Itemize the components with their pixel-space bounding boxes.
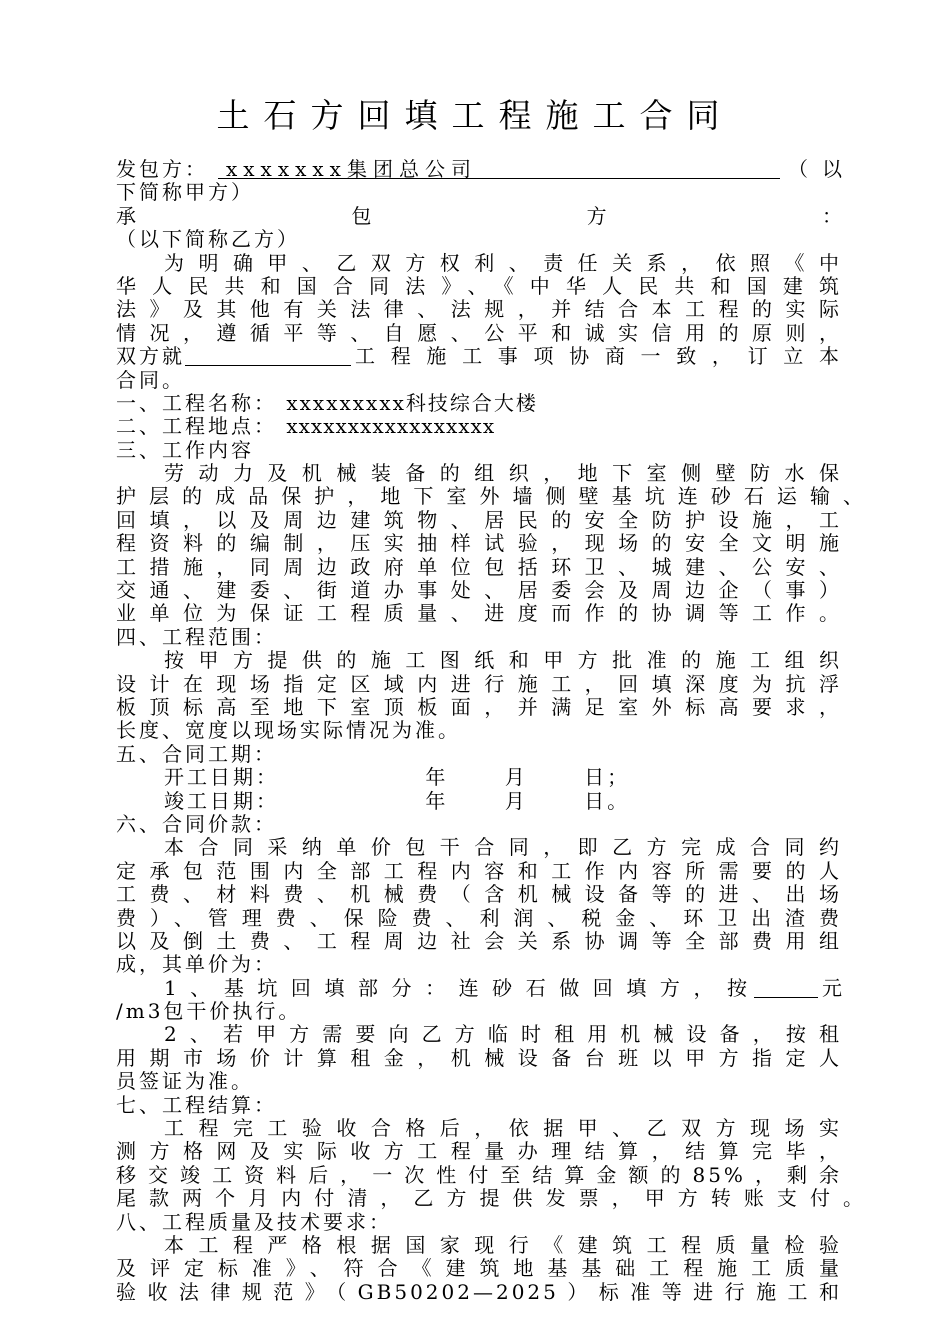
section-6-line: 费）、管理费、保险费、利润、税金、环卫出渣费 (116, 905, 842, 930)
party-b-label-3: 方 (586, 203, 607, 228)
machine-rental-line: 用期市场价计算租金，机械设备台班以甲方指定人 (116, 1045, 842, 1070)
preamble-end: 合同。 (116, 367, 185, 392)
section-8-line: 验收法律规范》（GB50202—2025）标准等进行施工和 (116, 1279, 842, 1304)
section-4-line: 长度、宽度以现场实际情况为准。 (116, 718, 461, 743)
section-5-heading: 五、合同工期： (116, 741, 277, 766)
section-8-heading: 八、工程质量及技术要求： (116, 1209, 392, 1234)
unit-price-unit: 元 (822, 975, 842, 1000)
section-7-line: 移交竣工资料后，一次性付至结算金额的85%，剩余 (116, 1162, 842, 1187)
end-month: 月 (504, 788, 528, 813)
section-3-line: 程资料的编制，压实抽样试验，现场的安全文明施 (116, 531, 842, 556)
start-date-row (116, 766, 842, 789)
project-location-value: xxxxxxxxxxxxxxxxx (286, 414, 496, 439)
preamble-before: 双方就 (116, 344, 185, 369)
section-project-location (116, 415, 842, 438)
section-3-line: 交通、建委、街道办事处、居委会及周边企（事） (116, 578, 842, 603)
party-b-line (116, 205, 842, 228)
party-b-cont: （以下简称乙方） (116, 227, 300, 252)
document-title: 土石方回填工程施工合同 (216, 96, 734, 135)
section-4-line: 板顶标高至地下室顶板面，并满足室外标高要求， (116, 694, 842, 719)
end-day: 日。 (584, 788, 631, 813)
section-6-heading: 六、合同价款： (116, 811, 277, 836)
section-7-line: 尾款两个月内付清，乙方提供发票，甲方转账支付。 (116, 1186, 866, 1211)
preamble-after: 工程施工事项协商一致，订立本 (355, 344, 842, 369)
section-6-line: 成，其单价为： (116, 952, 277, 977)
section-3-line: 工措施，同周边政府单位包括环卫、城建、公安、 (116, 554, 842, 579)
machine-rental-line: 2、若甲方需要向乙方临时租用机械设备，按租 (164, 1022, 842, 1047)
project-name-value: xxxxxxxxx科技综合大楼 (286, 390, 538, 415)
unit-price-text: 1、基坑回填部分：连砂石做回填方，按 (164, 975, 750, 1000)
section-8-line: 本工程严格根据国家现行《建筑工程质量检验 (164, 1232, 842, 1257)
party-b-label-1: 承 (116, 203, 136, 228)
section-3-line: 业单位为保证工程质量、进度而作的协调等工作。 (116, 601, 842, 626)
start-date-label: 开工日期： (164, 765, 279, 790)
section-7-heading: 七、工程结算： (116, 1092, 277, 1117)
section-3-heading: 三、工作内容 (116, 437, 254, 462)
end-date-label: 竣工日期： (164, 788, 279, 813)
section-6-line: 工费、材料费、机械费（含机械设备等的进、出场 (116, 882, 842, 907)
section-3-line: 劳动力及机械装备的组织，地下室侧壁防水保 (164, 461, 842, 486)
section-8-line: 及评定标准》、符合《建筑地基基础工程施工质量 (116, 1256, 842, 1281)
section-7-line: 测方格网及实际收方工程量办理结算，结算完毕， (116, 1139, 842, 1164)
section-project-name (116, 392, 842, 415)
section-7-line: 工程完工验收合格后，依据甲、乙双方现场实 (164, 1116, 842, 1141)
preamble-line: 法》及其他有关法律、法规，并结合本工程的实际 (116, 297, 842, 322)
section-4-line: 设计在现场指定区域内进行施工，回填深度为抗浮 (116, 671, 842, 696)
preamble-line: 华人民共和国合同法》、《中华人民共和国建筑 (116, 273, 842, 298)
preamble-line-project (116, 345, 842, 368)
section-4-line: 按甲方提供的施工图纸和甲方批准的施工组织 (164, 648, 842, 673)
party-a-name-field (218, 158, 780, 179)
start-month: 月 (504, 765, 528, 790)
party-a-suffix: （以 (788, 157, 856, 181)
section-2-label: 二、工程地点： (116, 414, 277, 439)
contract-body (116, 157, 866, 1304)
unit-price-line (116, 977, 842, 1000)
start-year: 年 (425, 765, 449, 790)
section-4-heading: 四、工程范围： (116, 624, 277, 649)
project-name-blank (185, 345, 351, 366)
unit-price-blank (754, 977, 818, 998)
section-6-line: 以及倒土费、工程周边社会关系协调等全部费用组 (116, 928, 842, 953)
party-b-label-2: 包 (351, 203, 372, 228)
preamble-line: 情况，遵循平等、自愿、公平和诚实信用的原则， (116, 320, 842, 345)
party-a-line (116, 157, 856, 181)
section-6-line: 定承包范围内全部工程内容和工作内容所需要的人 (116, 858, 842, 883)
party-b-label-4: ： (821, 203, 842, 228)
end-date-row (116, 790, 842, 813)
machine-rental-line: 员签证为准。 (116, 1069, 254, 1094)
section-6-line: 本合同采纳单价包干合同，即乙方完成合同约 (164, 835, 842, 860)
section-1-label: 一、工程名称： (116, 390, 277, 415)
end-year: 年 (425, 788, 449, 813)
preamble-line: 为明确甲、乙双方权利、责任关系，依照《中 (164, 250, 842, 275)
unit-price-cont: /m3包干价执行。 (116, 999, 302, 1024)
section-3-line: 护层的成品保护，地下室外墙侧壁基坑连砂石运输、 (116, 484, 866, 509)
start-day: 日； (584, 765, 631, 790)
section-3-line: 回填，以及周边建筑物、居民的安全防护设施，工 (116, 507, 842, 532)
party-a-cont: 下简称甲方） (116, 180, 254, 205)
party-a-name: xxxxxxx集团总公司 (226, 157, 477, 181)
party-a-label: 发包方： (116, 157, 208, 181)
